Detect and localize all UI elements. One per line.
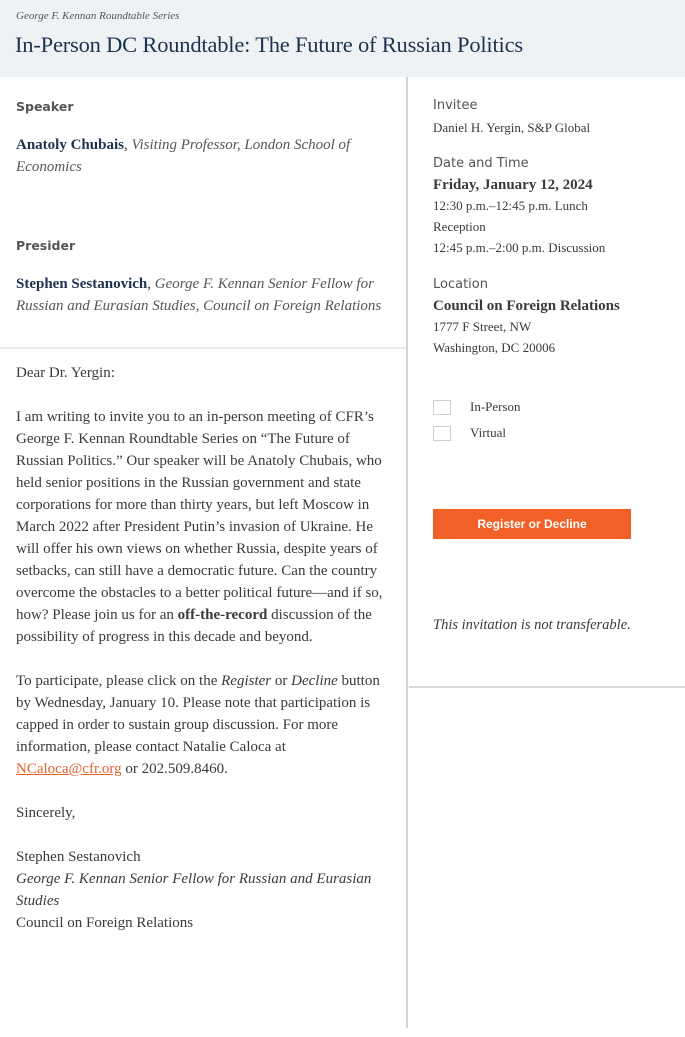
closing: Sincerely, bbox=[16, 805, 76, 821]
separator: , bbox=[147, 276, 155, 292]
presider-name: Stephen Sestanovich bbox=[16, 276, 148, 292]
invitee-label: Invitee bbox=[433, 98, 478, 113]
text: button by Wednesday, January 10. Please note that participation is capped in order to sustain group discussion. For more information, please contact Natalie Caloca at bbox=[16, 673, 380, 755]
signer-organization: Council on Foreign Relations bbox=[16, 915, 194, 931]
text: To participate, please click on the bbox=[16, 673, 222, 689]
presider-info bbox=[16, 273, 388, 317]
sidebar-divider bbox=[409, 686, 685, 688]
column-divider bbox=[406, 77, 408, 1028]
datetime-block bbox=[433, 156, 633, 258]
signer-title: George F. Kennan Senior Fellow for Russian and Eurasian Studies bbox=[16, 871, 372, 909]
address-line-1: 1777 F Street, NW bbox=[433, 319, 532, 334]
event-time-discussion: 12:45 p.m.–2:00 p.m. Discussion bbox=[433, 240, 606, 255]
section-divider bbox=[0, 347, 406, 349]
salutation: Dear Dr. Yergin: bbox=[16, 365, 115, 381]
presider-role: George F. Kennan Senior Fellow for Russian and Eurasian Studies, Council on Foreign Relations bbox=[16, 276, 382, 314]
datetime-label: Date and Time bbox=[433, 156, 529, 171]
option-in-person[interactable] bbox=[433, 399, 521, 415]
series-name: George F. Kennan Roundtable Series bbox=[16, 10, 180, 22]
invitation-letter bbox=[16, 362, 388, 934]
contact-email-link[interactable]: NCaloca@cfr.org bbox=[16, 761, 122, 777]
separator: , bbox=[123, 137, 132, 153]
location-name: Council on Foreign Relations bbox=[433, 298, 620, 314]
address-line-2: Washington, DC 20006 bbox=[433, 340, 556, 355]
speaker-info bbox=[16, 134, 388, 178]
page-title: In-Person DC Roundtable: The Future of Russian Politics bbox=[15, 32, 523, 57]
register-or-decline-button[interactable]: Register or Decline bbox=[433, 509, 631, 539]
text: discussion of the possibility of progress in this decade and beyond. bbox=[16, 607, 372, 645]
option-virtual[interactable] bbox=[433, 425, 506, 441]
invitee-value: Daniel H. Yergin, S&P Global bbox=[433, 120, 591, 135]
in-person-label[interactable]: In-Person bbox=[470, 399, 521, 414]
page-header bbox=[0, 0, 685, 77]
speaker-label: Speaker bbox=[16, 99, 74, 114]
text: I am writing to invite you to an in-person meeting of CFR’s George F. Kennan Roundtable Series on “The Future of Russian Politics.” Our speaker will be Anatoly Chubais, who held senior positions in the Russian government and state corporations for more than thirty years, but left Moscow in March 2022 after President Putin’s invasion of Ukraine. He will offer his own views on whether Russia, despite years of setbacks, can still have a democratic future. Can the country overcome the obstacles to a better political future—and if so, how? Please join us for an bbox=[16, 409, 383, 623]
letter-paragraph-2 bbox=[16, 670, 388, 780]
virtual-checkbox[interactable] bbox=[433, 426, 451, 441]
decline-emphasis: Decline bbox=[291, 673, 338, 689]
signer-name: Stephen Sestanovich bbox=[16, 849, 141, 865]
in-person-checkbox[interactable] bbox=[433, 400, 451, 415]
text: or bbox=[271, 673, 292, 689]
presider-label: Presider bbox=[16, 238, 76, 253]
speaker-role: Visiting Professor, London School of Economics bbox=[16, 137, 351, 175]
letter-paragraph-1 bbox=[16, 406, 388, 648]
location-label: Location bbox=[433, 277, 488, 292]
speaker-name: Anatoly Chubais bbox=[16, 137, 124, 153]
register-emphasis: Register bbox=[221, 673, 272, 689]
event-time-reception: 12:30 p.m.–12:45 p.m. Lunch Reception bbox=[433, 198, 588, 234]
event-date: Friday, January 12, 2024 bbox=[433, 177, 593, 193]
non-transferable-notice: This invitation is not transferable. bbox=[433, 617, 631, 633]
invitee-block bbox=[433, 98, 678, 138]
location-block bbox=[433, 277, 678, 358]
virtual-label[interactable]: Virtual bbox=[470, 425, 507, 440]
signature bbox=[16, 846, 388, 934]
off-the-record-emphasis: off-the-record bbox=[177, 607, 268, 623]
text: or 202.509.8460. bbox=[121, 761, 228, 777]
